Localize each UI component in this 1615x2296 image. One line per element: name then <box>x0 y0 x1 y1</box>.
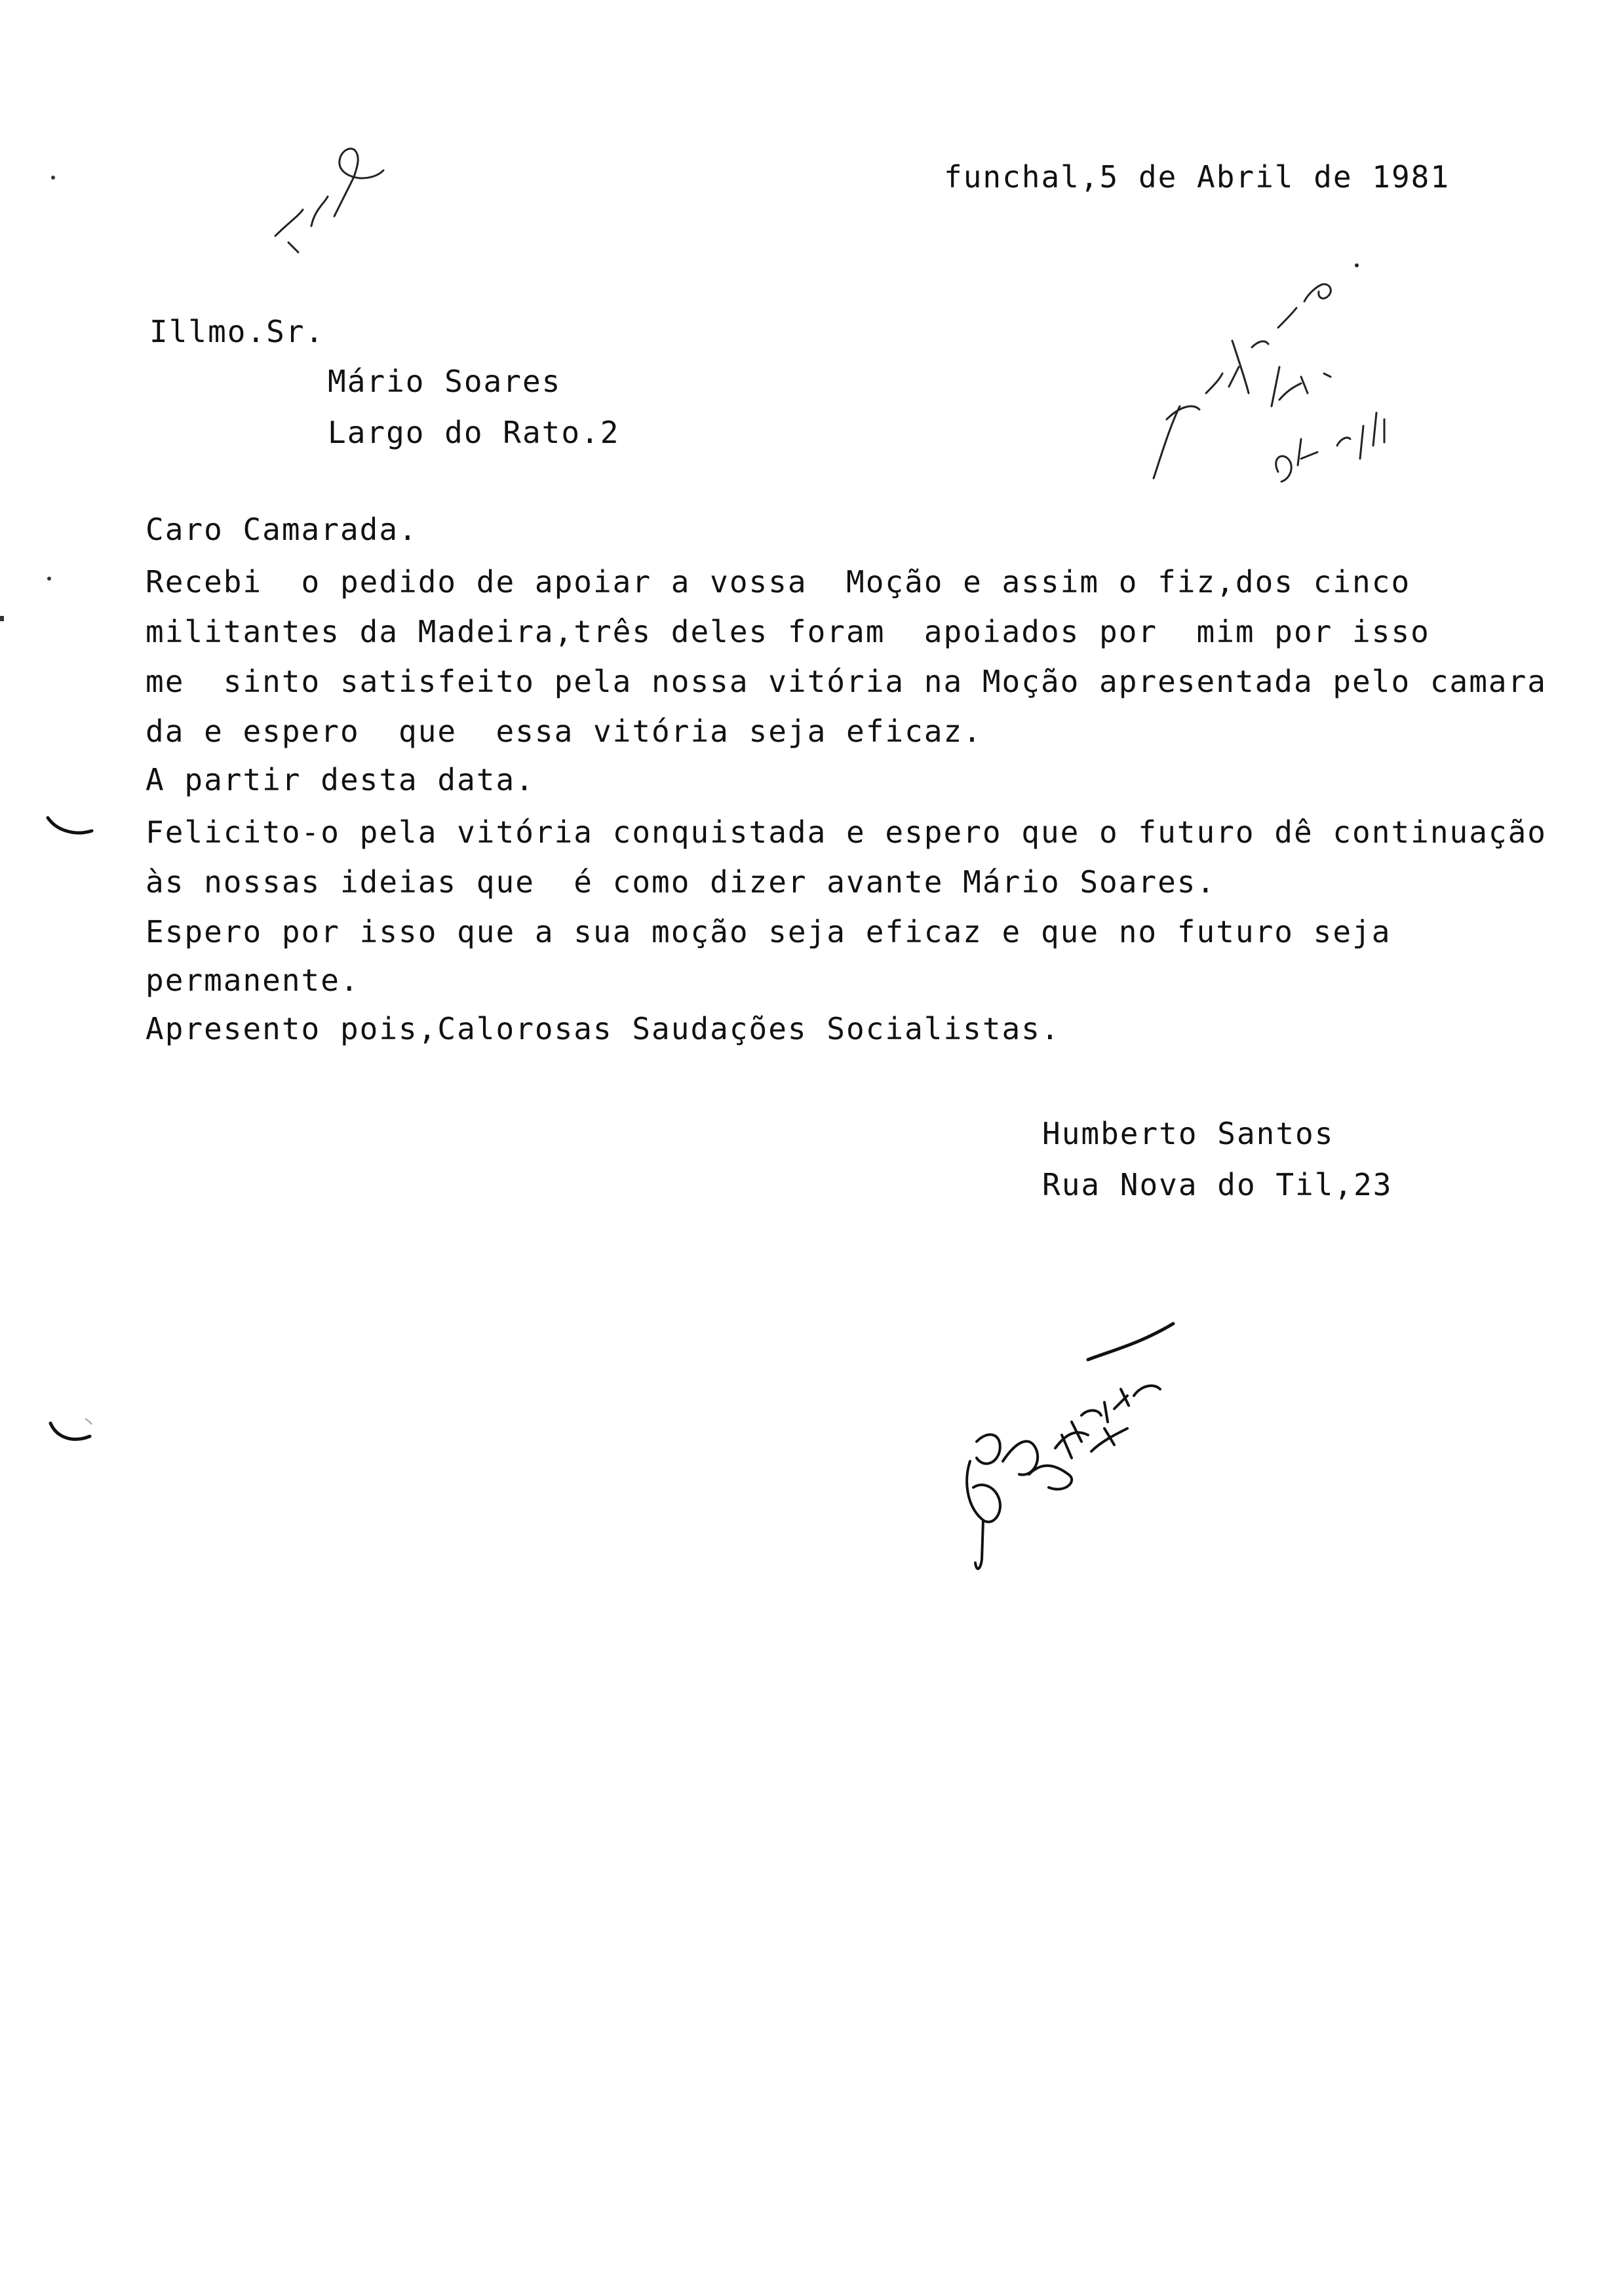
body-line: A partir desta data. <box>146 762 535 797</box>
body-line: permanente. <box>146 963 360 998</box>
punch-hole-mark <box>45 813 97 839</box>
recipient-address: Largo do Rato.2 <box>328 415 620 450</box>
margin-dot <box>0 616 4 621</box>
body-line: Espero por isso que a sua moção seja eficaz e que no futuro seja <box>146 914 1391 949</box>
salutation-title: Illmo.Sr. <box>149 314 325 349</box>
sender-name: Humberto Santos <box>1042 1116 1334 1151</box>
body-line: Felicito-o pela vitória conquistada e espero que o futuro dê continuação <box>146 814 1547 850</box>
margin-dot <box>47 577 51 581</box>
sender-address: Rua Nova do Til,23 <box>1042 1167 1393 1202</box>
body-line: da e espero que essa vitória seja eficaz. <box>146 714 983 749</box>
handwritten-annotation-top-left <box>262 138 400 262</box>
recipient-name: Mário Soares <box>328 364 562 399</box>
greeting: Caro Camarada. <box>146 512 418 547</box>
body-line: Recebi o pedido de apoiar a vossa Moção e assim o fiz,dos cinco <box>146 564 1411 600</box>
body-line: militantes da Madeira,três deles foram apoiados por mim por isso <box>146 614 1430 649</box>
margin-dot <box>51 176 55 180</box>
body-line: me sinto satisfeito pela nossa vitória na Moção apresentada pelo camara <box>146 664 1547 699</box>
handwritten-signature <box>957 1311 1206 1586</box>
handwritten-annotation-top-right <box>1140 262 1442 511</box>
punch-hole-mark <box>47 1415 100 1448</box>
body-line: às nossas ideias que é como dizer avante Mário Soares. <box>146 864 1216 900</box>
body-line: Apresento pois,Calorosas Saudações Socialistas. <box>146 1011 1060 1046</box>
letter-date: funchal,5 de Abril de 1981 <box>944 159 1450 195</box>
